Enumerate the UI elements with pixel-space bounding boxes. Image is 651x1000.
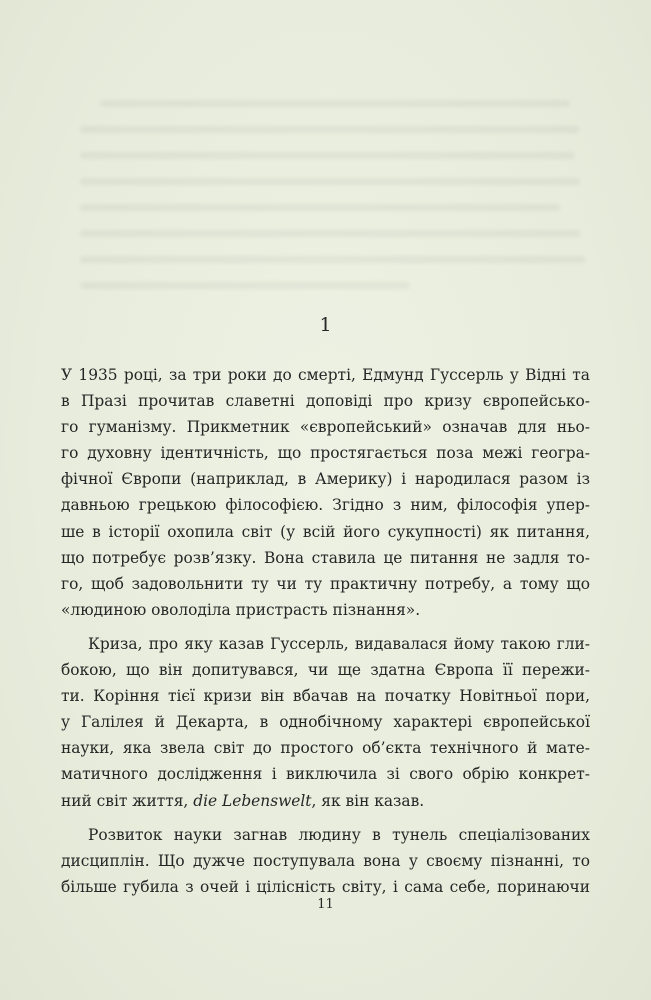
text-line: у Галілея й Декарта, в однобічному характері європейської: [61, 713, 590, 732]
text-line: дисциплін. Що дужче поступувала вона у своєму пізнанні, то: [61, 851, 590, 870]
text-line: науки, яка звела світ до простого об’єкта технічного й мате-: [61, 739, 590, 758]
text-line: го, щоб задовольнити ту чи ту практичну потребу, а тому що: [61, 574, 590, 593]
text-line: матичного дослідження і виключила зі свого обрію конкрет-: [61, 765, 590, 784]
text-line: більше губила з очей і цілісність світу, і сама себе, поринаючи: [61, 877, 590, 896]
body-text: [61, 362, 590, 900]
text-line: У 1935 році, за три роки до смерті, Едмунд Гуссерль у Відні та: [61, 366, 590, 384]
text-line: [61, 788, 590, 814]
text-segment: ний світ життя,: [61, 791, 194, 810]
text-line: Розвиток науки загнав людину в тунель спеціалізованих: [88, 825, 590, 844]
paragraph-1: [61, 362, 590, 623]
text-line: го духовну ідентичність, що простягається поза межі геогра-: [61, 444, 590, 463]
italic-term: die Lebenswelt: [193, 791, 312, 810]
text-line: «людиною оволоділа пристрасть пізнання».: [61, 600, 421, 619]
text-line: Криза, про яку казав Гуссерль, видавалася йому такою гли-: [88, 634, 590, 653]
paragraph-gap: [61, 623, 590, 631]
text-line: давньою грецькою філософією. Згідно з ним, філософія упер-: [61, 496, 590, 515]
text-line: ше в історії охопила світ (у всій його сукупності) як питання,: [61, 522, 590, 541]
text-line: ти. Коріння тієї кризи він вбачав на початку Новітньої пори,: [61, 687, 590, 706]
text-line: фічної Європи (наприклад, в Америку) і народилася разом із: [61, 470, 590, 489]
paragraph-2: [61, 631, 590, 814]
text-line: бокою, що він допитувався, чи ще здатна Європа її пережи-: [61, 661, 590, 680]
page-number: 11: [317, 897, 334, 912]
text-line: в Празі прочитав славетні доповіді про кризу європейсько-: [61, 392, 590, 411]
text-segment: , як він казав.: [311, 791, 425, 810]
paragraph-gap: [61, 814, 590, 822]
text-line: го гуманізму. Прикметник «європейський» означав для ньо-: [61, 418, 590, 437]
text-line: що потребує розв’язку. Вона ставила це питання не задля то-: [61, 548, 590, 567]
chapter-number: 1: [319, 314, 332, 336]
paragraph-3: [61, 822, 590, 900]
